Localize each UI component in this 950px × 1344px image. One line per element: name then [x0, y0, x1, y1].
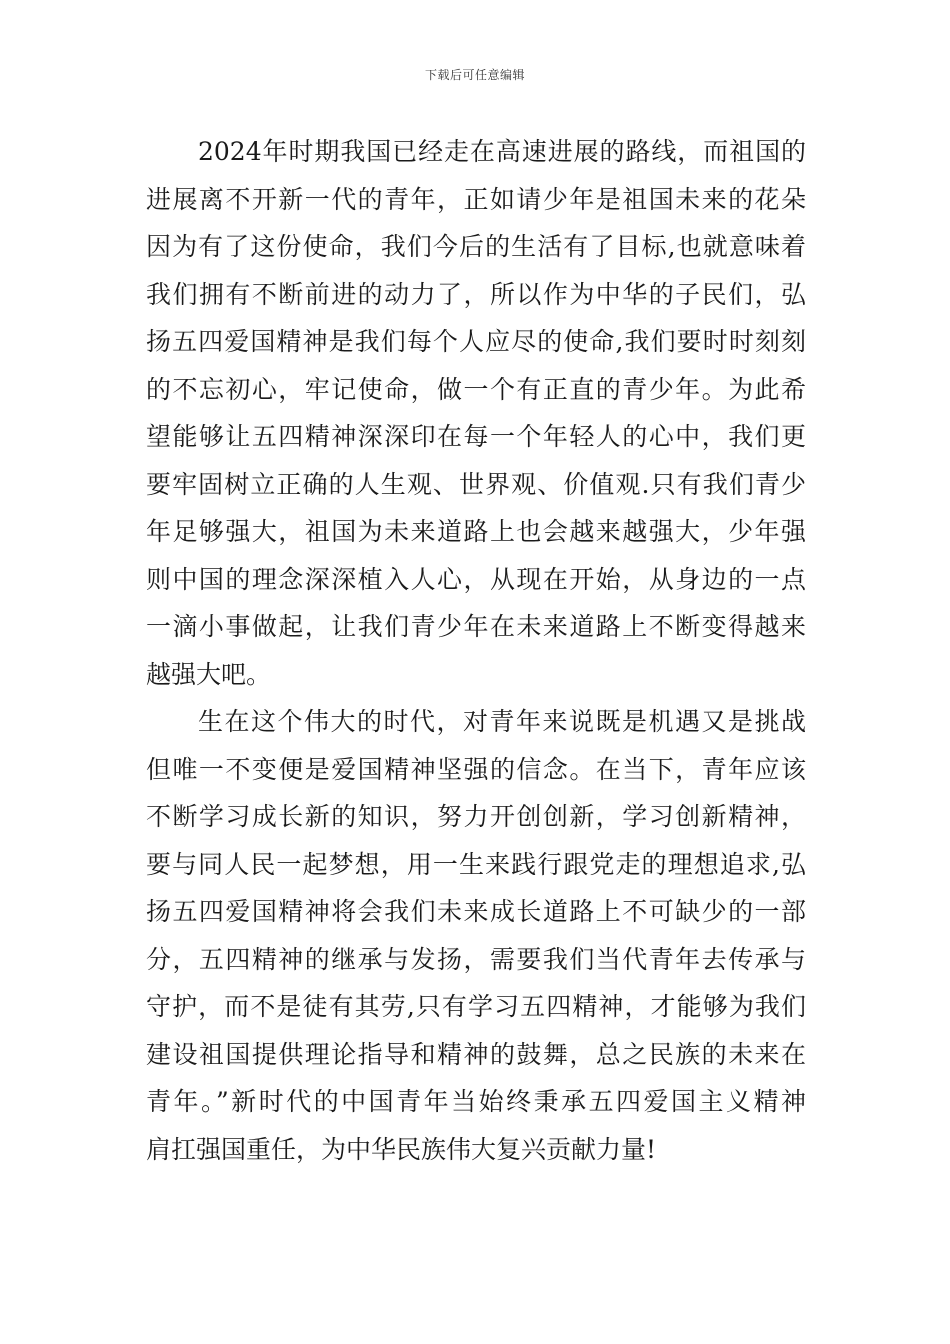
paragraph-line: 越强大吧。 — [146, 659, 272, 689]
paragraph-line: 建设祖国提供理论指导和精神的鼓舞，总之民族的未来在 — [146, 1039, 806, 1069]
paragraph-line: 要牢固树立正确的人生观、世界观、价值观.只有我们青少 — [146, 469, 806, 499]
paragraph-line: 我们拥有不断前进的动力了，所以作为中华的子民们，弘 — [146, 279, 806, 309]
paragraph-line: 但唯一不变便是爱国精神坚强的信念。在当下，青年应该 — [146, 754, 806, 784]
paragraph-line: 则中国的理念深深植入人心，从现在开始，从身边的一点 — [146, 564, 806, 594]
paragraph-line: 青年。”新时代的中国青年当始终秉承五四爱国主义精神 — [146, 1087, 806, 1116]
paragraph-line: 生在这个伟大的时代，对青年来说既是机遇又是挑战 — [198, 707, 806, 736]
paragraph-2 — [146, 698, 806, 1173]
paragraph-line: 守护，而不是徒有其劳,只有学习五四精神，才能够为我们 — [146, 992, 806, 1021]
paragraph-line: 年足够强大，祖国为未来道路上也会越来越强大，少年强 — [146, 517, 806, 546]
paragraph-line: 不断学习成长新的知识，努力开创创新，学习创新精神， — [146, 802, 806, 831]
paragraph-line: 要与同人民一起梦想，用一生来践行跟党走的理想追求,弘 — [146, 849, 806, 879]
paragraph-line: 扬五四爱国精神是我们每个人应尽的使命,我们要时时刻刻 — [146, 327, 806, 356]
paragraph-line: 一滴小事做起，让我们青少年在未来道路上不断变得越来 — [146, 612, 806, 641]
paragraph-line: 肩扛强国重任，为中华民族伟大复兴贡献力量! — [146, 1134, 657, 1164]
paragraph-1 — [146, 128, 806, 698]
paragraph-line: 进展离不开新一代的青年，正如请少年是祖国未来的花朵 — [146, 184, 806, 214]
paragraph-line: 因为有了这份使命，我们今后的生活有了目标,也就意味着 — [146, 232, 806, 261]
paragraph-line: 望能够让五四精神深深印在每一个年轻人的心中，我们更 — [146, 422, 806, 451]
paragraph-line: 分，五四精神的继承与发扬，需要我们当代青年去传承与 — [146, 944, 806, 974]
paragraph-line: 2024年时期我国已经走在高速进展的路线，而祖国的 — [198, 137, 806, 166]
document-body — [146, 128, 806, 1173]
page-header: 下载后可任意编辑 — [424, 68, 525, 82]
paragraph-line: 扬五四爱国精神将会我们未来成长道路上不可缺少的一部 — [146, 897, 806, 926]
paragraph-line: 的不忘初心，牢记使命，做一个有正直的青少年。为此希 — [146, 374, 806, 404]
